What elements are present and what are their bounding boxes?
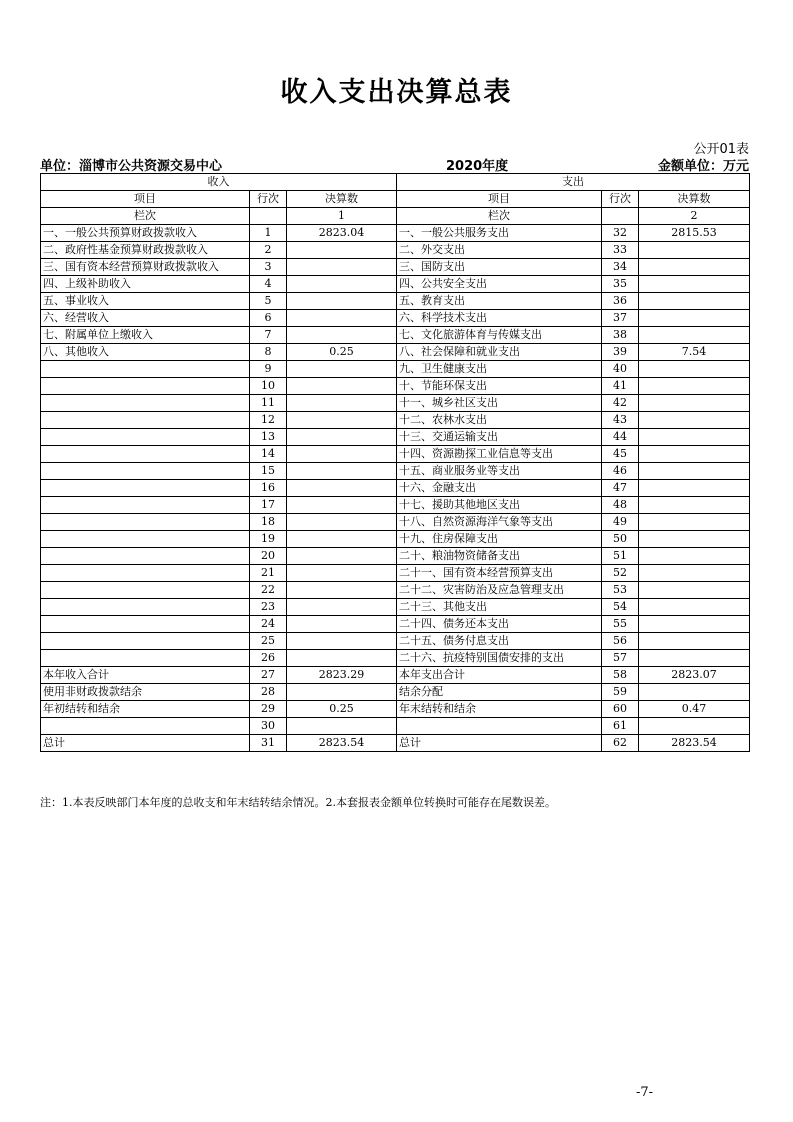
form-code: 公开01表	[693, 142, 749, 157]
income-amount	[287, 378, 397, 395]
income-amount	[287, 242, 397, 259]
income-row-no: 17	[250, 497, 287, 514]
expense-amount	[639, 684, 750, 701]
table-row	[41, 718, 750, 735]
table-row	[41, 684, 750, 701]
income-amount	[287, 565, 397, 582]
income-column-order-label: 栏次	[41, 208, 250, 225]
income-amount	[287, 327, 397, 344]
income-item	[41, 378, 250, 395]
fiscal-year: 2020年度	[446, 159, 509, 174]
table-row	[41, 531, 750, 548]
income-row-no: 24	[250, 616, 287, 633]
expense-column-order-label: 栏次	[397, 208, 602, 225]
income-item: 七、附属单位上缴收入	[41, 327, 250, 344]
expense-row-no: 36	[602, 293, 639, 310]
expense-row-no: 58	[602, 667, 639, 684]
income-item	[41, 582, 250, 599]
expense-row-no: 61	[602, 718, 639, 735]
income-item	[41, 361, 250, 378]
expense-amount: 0.47	[639, 701, 750, 718]
expense-item: 十九、住房保障支出	[397, 531, 602, 548]
table-row	[41, 276, 750, 293]
income-item: 年初结转和结余	[41, 701, 250, 718]
expense-section-header: 支出	[397, 174, 750, 191]
empty-cell	[250, 208, 287, 225]
expense-item	[397, 718, 602, 735]
page-number: -7-	[636, 1085, 654, 1100]
income-row-no: 30	[250, 718, 287, 735]
expense-amount	[639, 497, 750, 514]
expense-row-no: 32	[602, 225, 639, 242]
income-amount	[287, 293, 397, 310]
table-row	[41, 429, 750, 446]
expense-row-no: 45	[602, 446, 639, 463]
income-amount	[287, 429, 397, 446]
expense-row-no: 41	[602, 378, 639, 395]
expense-row-no: 46	[602, 463, 639, 480]
expense-amount	[639, 599, 750, 616]
income-amount	[287, 633, 397, 650]
income-row-no: 31	[250, 735, 287, 752]
expense-row-no: 39	[602, 344, 639, 361]
expense-item: 二、外交支出	[397, 242, 602, 259]
expense-item-header: 项目	[397, 191, 602, 208]
expense-item: 二十、粮油物资储备支出	[397, 548, 602, 565]
income-row-no: 18	[250, 514, 287, 531]
income-row-no: 21	[250, 565, 287, 582]
income-amount	[287, 446, 397, 463]
table-row	[41, 378, 750, 395]
income-row-no: 19	[250, 531, 287, 548]
income-amount	[287, 616, 397, 633]
income-amount: 0.25	[287, 344, 397, 361]
income-amount: 2823.04	[287, 225, 397, 242]
income-item: 本年收入合计	[41, 667, 250, 684]
table-row	[41, 548, 750, 565]
income-item	[41, 446, 250, 463]
expense-item: 八、社会保障和就业支出	[397, 344, 602, 361]
expense-amount-header: 决算数	[639, 191, 750, 208]
income-row-no: 1	[250, 225, 287, 242]
income-row-no: 11	[250, 395, 287, 412]
page-title: 收入支出决算总表	[280, 77, 513, 108]
income-item	[41, 429, 250, 446]
income-item: 四、上级补助收入	[41, 276, 250, 293]
unit-label: 单位：淄博市公共资源交易中心	[40, 159, 223, 174]
expense-item: 六、科学技术支出	[397, 310, 602, 327]
expense-row-no: 47	[602, 480, 639, 497]
expense-amount	[639, 582, 750, 599]
income-item-header: 项目	[41, 191, 250, 208]
income-item: 三、国有资本经营预算财政拨款收入	[41, 259, 250, 276]
expense-item: 十五、商业服务业等支出	[397, 463, 602, 480]
column-header-row	[41, 191, 750, 208]
table-body	[41, 225, 750, 752]
income-row-no: 12	[250, 412, 287, 429]
table-row	[41, 327, 750, 344]
expense-amount	[639, 327, 750, 344]
expense-amount	[639, 514, 750, 531]
table-row	[41, 242, 750, 259]
income-row-no: 2	[250, 242, 287, 259]
income-row-no: 15	[250, 463, 287, 480]
section-header-row	[41, 174, 750, 191]
income-item	[41, 480, 250, 497]
expense-item: 九、卫生健康支出	[397, 361, 602, 378]
table-row	[41, 735, 750, 752]
table-row	[41, 599, 750, 616]
income-item: 总计	[41, 735, 250, 752]
expense-row-no: 62	[602, 735, 639, 752]
income-amount	[287, 395, 397, 412]
expense-amount	[639, 463, 750, 480]
income-row-no: 10	[250, 378, 287, 395]
income-row-no: 8	[250, 344, 287, 361]
expense-row-no: 40	[602, 361, 639, 378]
income-row-no: 6	[250, 310, 287, 327]
income-item	[41, 514, 250, 531]
expense-row-no: 34	[602, 259, 639, 276]
expense-item: 十三、交通运输支出	[397, 429, 602, 446]
expense-row-no: 43	[602, 412, 639, 429]
expense-item: 五、教育支出	[397, 293, 602, 310]
income-row-no-header: 行次	[250, 191, 287, 208]
income-item	[41, 497, 250, 514]
expense-row-no-header: 行次	[602, 191, 639, 208]
table-row	[41, 361, 750, 378]
expense-row-no: 56	[602, 633, 639, 650]
income-amount	[287, 718, 397, 735]
table-row	[41, 514, 750, 531]
income-row-no: 29	[250, 701, 287, 718]
expense-item: 二十二、灾害防治及应急管理支出	[397, 582, 602, 599]
income-row-no: 3	[250, 259, 287, 276]
income-section-header: 收入	[41, 174, 397, 191]
table-row	[41, 310, 750, 327]
income-row-no: 26	[250, 650, 287, 667]
income-amount: 2823.54	[287, 735, 397, 752]
expense-item: 结余分配	[397, 684, 602, 701]
income-item: 八、其他收入	[41, 344, 250, 361]
expense-row-no: 60	[602, 701, 639, 718]
expense-amount	[639, 548, 750, 565]
expense-amount	[639, 259, 750, 276]
income-item	[41, 548, 250, 565]
expense-row-no: 35	[602, 276, 639, 293]
income-expense-table	[40, 173, 750, 752]
expense-amount	[639, 633, 750, 650]
expense-amount	[639, 616, 750, 633]
expense-item: 十七、援助其他地区支出	[397, 497, 602, 514]
income-amount	[287, 310, 397, 327]
income-item	[41, 463, 250, 480]
expense-amount	[639, 395, 750, 412]
income-item: 一、一般公共预算财政拨款收入	[41, 225, 250, 242]
table-row	[41, 480, 750, 497]
income-amount	[287, 463, 397, 480]
income-item: 二、政府性基金预算财政拨款收入	[41, 242, 250, 259]
expense-row-no: 50	[602, 531, 639, 548]
expense-amount	[639, 378, 750, 395]
expense-amount: 2815.53	[639, 225, 750, 242]
income-amount	[287, 531, 397, 548]
income-row-no: 4	[250, 276, 287, 293]
income-amount	[287, 276, 397, 293]
expense-amount	[639, 446, 750, 463]
table-row	[41, 225, 750, 242]
income-amount	[287, 684, 397, 701]
table-row	[41, 463, 750, 480]
income-amount: 2823.29	[287, 667, 397, 684]
income-amount	[287, 514, 397, 531]
expense-row-no: 57	[602, 650, 639, 667]
expense-item: 四、公共安全支出	[397, 276, 602, 293]
expense-row-no: 42	[602, 395, 639, 412]
income-amount	[287, 497, 397, 514]
expense-item: 二十五、债务付息支出	[397, 633, 602, 650]
table-row	[41, 667, 750, 684]
income-item	[41, 718, 250, 735]
income-row-no: 22	[250, 582, 287, 599]
expense-row-no: 38	[602, 327, 639, 344]
income-column-number: 1	[287, 208, 397, 225]
expense-item: 十六、金融支出	[397, 480, 602, 497]
income-row-no: 20	[250, 548, 287, 565]
table-row	[41, 582, 750, 599]
expense-amount	[639, 429, 750, 446]
income-amount	[287, 480, 397, 497]
expense-amount	[639, 242, 750, 259]
income-amount	[287, 259, 397, 276]
expense-item: 二十六、抗疫特别国债安排的支出	[397, 650, 602, 667]
expense-amount: 2823.07	[639, 667, 750, 684]
income-item	[41, 599, 250, 616]
expense-amount	[639, 480, 750, 497]
income-row-no: 13	[250, 429, 287, 446]
expense-item: 十八、自然资源海洋气象等支出	[397, 514, 602, 531]
expense-row-no: 51	[602, 548, 639, 565]
expense-item: 十四、资源勘探工业信息等支出	[397, 446, 602, 463]
income-row-no: 16	[250, 480, 287, 497]
expense-amount: 7.54	[639, 344, 750, 361]
income-item	[41, 531, 250, 548]
expense-row-no: 48	[602, 497, 639, 514]
income-item: 六、经营收入	[41, 310, 250, 327]
expense-amount	[639, 361, 750, 378]
income-row-no: 14	[250, 446, 287, 463]
table-row	[41, 616, 750, 633]
income-amount	[287, 599, 397, 616]
table-row	[41, 259, 750, 276]
income-row-no: 23	[250, 599, 287, 616]
expense-amount	[639, 531, 750, 548]
expense-item: 七、文化旅游体育与传媒支出	[397, 327, 602, 344]
table-row	[41, 344, 750, 361]
expense-row-no: 44	[602, 429, 639, 446]
income-amount	[287, 361, 397, 378]
table-row	[41, 701, 750, 718]
empty-cell	[602, 208, 639, 225]
table-row	[41, 650, 750, 667]
income-item	[41, 412, 250, 429]
income-item	[41, 616, 250, 633]
expense-amount	[639, 412, 750, 429]
table-row	[41, 633, 750, 650]
expense-amount	[639, 293, 750, 310]
expense-row-no: 37	[602, 310, 639, 327]
table-row	[41, 497, 750, 514]
income-amount	[287, 412, 397, 429]
expense-item: 三、国防支出	[397, 259, 602, 276]
income-row-no: 5	[250, 293, 287, 310]
expense-item: 一、一般公共服务支出	[397, 225, 602, 242]
table-row	[41, 395, 750, 412]
income-item: 五、事业收入	[41, 293, 250, 310]
table-row	[41, 293, 750, 310]
expense-item: 本年支出合计	[397, 667, 602, 684]
expense-item: 总计	[397, 735, 602, 752]
expense-item: 二十三、其他支出	[397, 599, 602, 616]
expense-item: 年末结转和结余	[397, 701, 602, 718]
column-order-row	[41, 208, 750, 225]
expense-amount	[639, 310, 750, 327]
income-amount	[287, 548, 397, 565]
income-row-no: 25	[250, 633, 287, 650]
expense-row-no: 52	[602, 565, 639, 582]
expense-row-no: 55	[602, 616, 639, 633]
money-unit: 金额单位：万元	[657, 159, 749, 174]
expense-column-number: 2	[639, 208, 750, 225]
income-item	[41, 650, 250, 667]
income-item	[41, 633, 250, 650]
expense-item: 二十一、国有资本经营预算支出	[397, 565, 602, 582]
expense-item: 十一、城乡社区支出	[397, 395, 602, 412]
income-amount	[287, 582, 397, 599]
expense-row-no: 33	[602, 242, 639, 259]
table-row	[41, 565, 750, 582]
income-item	[41, 565, 250, 582]
table-row	[41, 412, 750, 429]
expense-amount	[639, 718, 750, 735]
income-amount: 0.25	[287, 701, 397, 718]
expense-item: 十、节能环保支出	[397, 378, 602, 395]
income-amount-header: 决算数	[287, 191, 397, 208]
income-item	[41, 395, 250, 412]
income-amount	[287, 650, 397, 667]
footnote: 注：1.本表反映部门本年度的总收支和年末结转结余情况。2.本套报表金额单位转换时可能存在尾数误差。	[40, 796, 556, 809]
expense-amount	[639, 276, 750, 293]
income-row-no: 7	[250, 327, 287, 344]
income-row-no: 27	[250, 667, 287, 684]
expense-row-no: 54	[602, 599, 639, 616]
expense-amount	[639, 565, 750, 582]
expense-item: 二十四、债务还本支出	[397, 616, 602, 633]
income-item: 使用非财政拨款结余	[41, 684, 250, 701]
expense-amount: 2823.54	[639, 735, 750, 752]
expense-row-no: 53	[602, 582, 639, 599]
income-row-no: 9	[250, 361, 287, 378]
expense-amount	[639, 650, 750, 667]
expense-item: 十二、农林水支出	[397, 412, 602, 429]
expense-row-no: 49	[602, 514, 639, 531]
table-row	[41, 446, 750, 463]
expense-row-no: 59	[602, 684, 639, 701]
income-row-no: 28	[250, 684, 287, 701]
